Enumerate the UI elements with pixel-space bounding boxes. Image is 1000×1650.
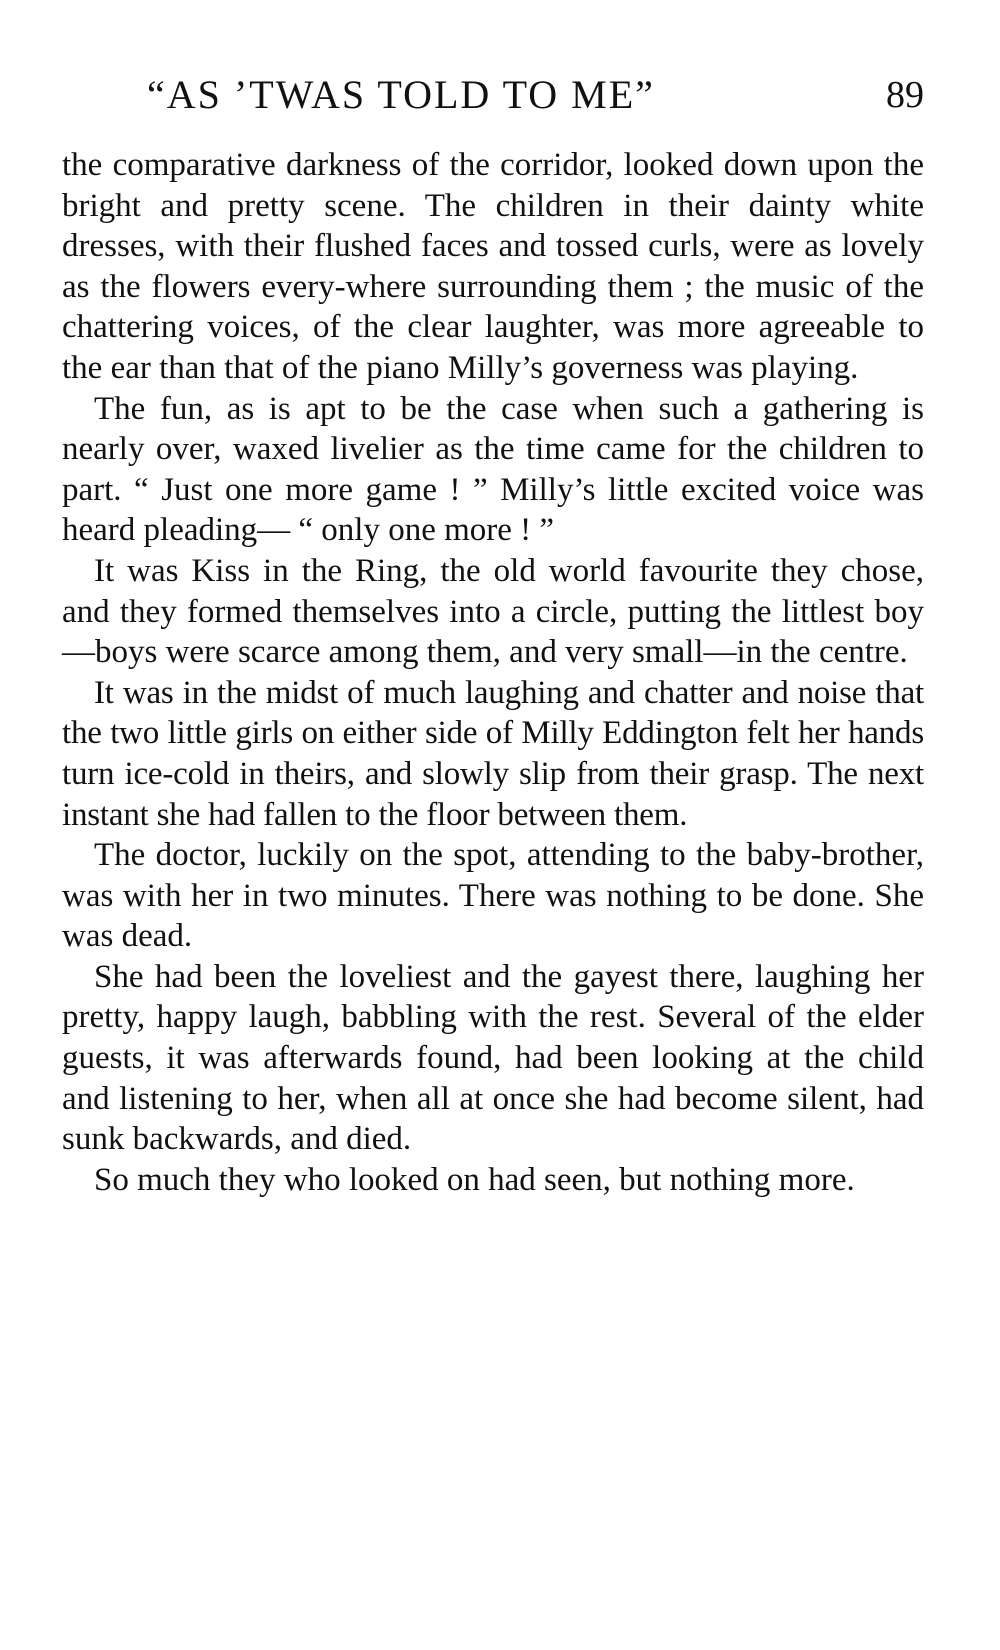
paragraph: It was in the midst of much laughing and chatter and noise that the two little girls on either side of Milly Eddington felt her hands turn ice-cold in theirs, and slowly slip from their grasp. The next instant she had fallen to the floor between them. (62, 674, 924, 833)
body-text (62, 145, 924, 1200)
paragraph: the comparative darkness of the corridor, looked down upon the bright and pretty scene. The children in their dainty white dresses, with their flushed faces and tossed curls, were as lovely as the flowers every-where surrounding them ; the music of the chattering voices, of the clear laughter, was more agreeable to the ear than that of the piano Milly’s governess was playing. (62, 147, 924, 386)
paragraph: The fun, as is apt to be the case when such a gathering is nearly over, waxed livelier as the time came for the children to part. “ Just one more game ! ” Milly’s little excited voice was heard pleading— “ only one more ! ” (62, 390, 924, 549)
paragraph: So much they who looked on had seen, but nothing more. (94, 1161, 855, 1198)
page-number: 89 (886, 74, 924, 116)
running-title: “AS ’TWAS TOLD TO ME” (147, 72, 655, 117)
running-head (62, 70, 924, 120)
paragraph: It was Kiss in the Ring, the old world favourite they chose, and they formed themselves into a circle, putting the littlest boy—boys were scarce among them, and very small—in the centre. (62, 552, 924, 671)
paragraph: She had been the loveliest and the gayest there, laughing her pretty, happy laugh, babbling with the rest. Several of the elder guests, it was afterwards found, had been looking at the child and listening to her, when all at once she had become silent, had sunk backwards, and died. (62, 958, 924, 1158)
paragraph: The doctor, luckily on the spot, attending to the baby-brother, was with her in two minutes. There was nothing to be done. She was dead. (62, 837, 924, 955)
